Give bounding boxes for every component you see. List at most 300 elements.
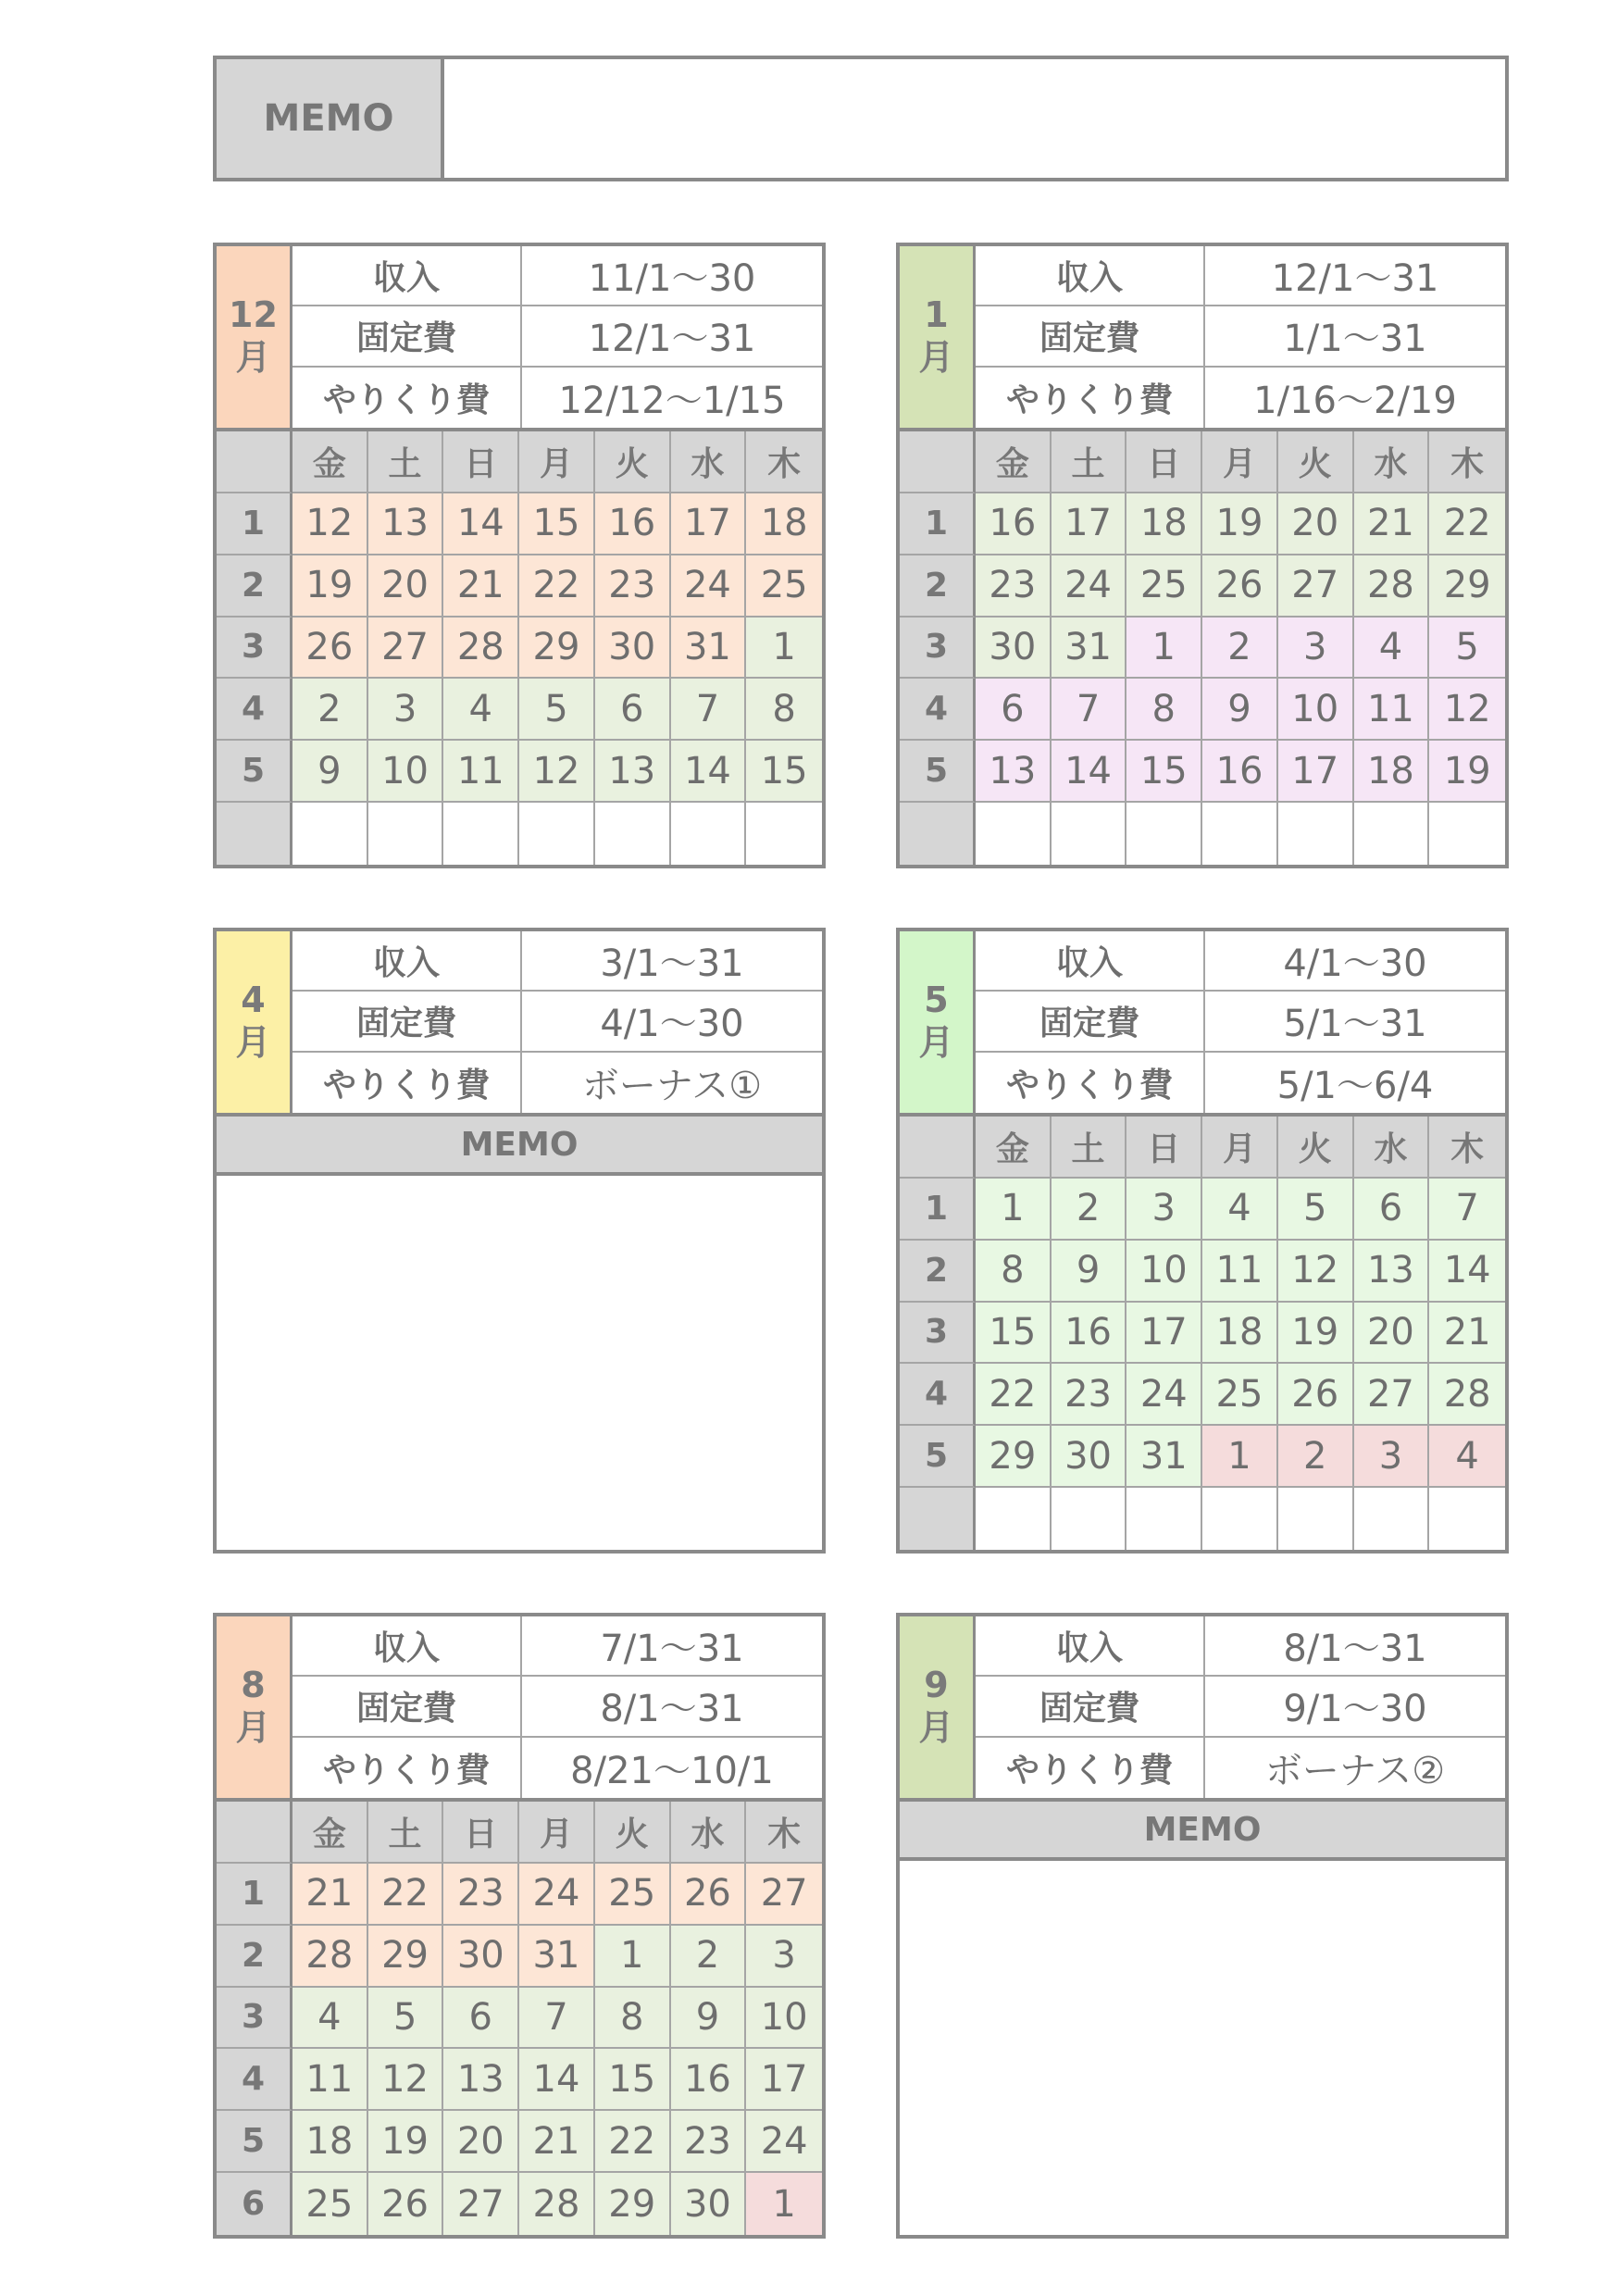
month-kanji: 月	[918, 1707, 954, 1748]
fixed-cost-label: 固定費	[292, 992, 522, 1052]
income-label: 収入	[292, 246, 522, 306]
day-cell[interactable]: 27	[368, 618, 444, 680]
month-kanji: 月	[235, 1022, 271, 1063]
day-cell[interactable]: 5	[1278, 1179, 1354, 1241]
day-cell[interactable]: 20	[1354, 1303, 1430, 1365]
day-cell[interactable]: 21	[1429, 1303, 1505, 1365]
week-number: 3	[217, 1988, 292, 2050]
fixed-cost-label: 固定費	[292, 1677, 522, 1737]
weekday-header: 土	[1052, 431, 1127, 493]
day-cell[interactable]: 24	[519, 1864, 595, 1926]
day-cell[interactable]: 21	[519, 2111, 595, 2173]
weekday-header: 水	[1354, 431, 1430, 493]
day-cell[interactable]: 13	[1354, 1241, 1430, 1303]
day-cell[interactable]	[746, 803, 822, 865]
day-cell[interactable]: 16	[976, 493, 1052, 555]
day-cell[interactable]: 30	[671, 2173, 747, 2235]
day-cell[interactable]: 17	[746, 2049, 822, 2111]
day-cell[interactable]: 26	[1202, 555, 1278, 618]
weekday-header: 木	[746, 1802, 822, 1864]
month-number: 4	[241, 980, 266, 1021]
day-cell[interactable]	[292, 803, 368, 865]
weekday-header: 木	[1429, 431, 1505, 493]
day-cell[interactable]: 11	[292, 2049, 368, 2111]
day-cell[interactable]: 18	[746, 493, 822, 555]
day-cell[interactable]: 4	[443, 679, 519, 741]
month-kanji: 月	[918, 1022, 954, 1063]
weekday-header: 月	[519, 1802, 595, 1864]
day-cell[interactable]: 15	[976, 1303, 1052, 1365]
week-number: 6	[217, 2173, 292, 2235]
day-cell[interactable]: 5	[368, 1988, 444, 2050]
day-cell[interactable]: 8	[1126, 679, 1202, 741]
calendar-grid	[900, 431, 1505, 865]
week-number: 4	[900, 679, 976, 741]
income-value[interactable]: 12/1〜31	[1205, 246, 1505, 306]
day-cell[interactable]: 30	[976, 618, 1052, 680]
day-cell[interactable]: 2	[292, 679, 368, 741]
day-cell[interactable]: 22	[595, 2111, 671, 2173]
week-number: 5	[217, 741, 292, 803]
fixed-cost-value[interactable]: 4/1〜30	[522, 992, 822, 1052]
day-cell[interactable]: 17	[671, 493, 747, 555]
week-number: 4	[217, 679, 292, 741]
day-cell[interactable]: 15	[519, 493, 595, 555]
day-cell[interactable]: 29	[976, 1426, 1052, 1488]
day-cell[interactable]: 4	[292, 1988, 368, 2050]
day-cell[interactable]: 18	[1354, 741, 1430, 803]
day-cell[interactable]	[1278, 1488, 1354, 1550]
week-number	[900, 1488, 976, 1550]
day-cell[interactable]: 1	[976, 1179, 1052, 1241]
day-cell[interactable]	[976, 803, 1052, 865]
day-cell[interactable]: 28	[1429, 1364, 1505, 1426]
day-cell[interactable]: 12	[1278, 1241, 1354, 1303]
day-cell[interactable]: 3	[1126, 1179, 1202, 1241]
day-cell[interactable]: 24	[671, 555, 747, 618]
week-number: 1	[217, 1864, 292, 1926]
income-label: 収入	[292, 1616, 522, 1677]
month-label	[900, 1616, 976, 1798]
day-cell[interactable]	[1202, 803, 1278, 865]
day-cell[interactable]: 19	[368, 2111, 444, 2173]
day-cell[interactable]: 23	[443, 1864, 519, 1926]
weekday-header: 土	[368, 1802, 444, 1864]
fixed-cost-label: 固定費	[292, 306, 522, 367]
day-cell[interactable]: 8	[746, 679, 822, 741]
day-cell[interactable]: 25	[746, 555, 822, 618]
day-cell[interactable]: 25	[1202, 1364, 1278, 1426]
day-cell[interactable]: 9	[292, 741, 368, 803]
day-cell[interactable]: 28	[519, 2173, 595, 2235]
day-cell[interactable]: 18	[292, 2111, 368, 2173]
day-cell[interactable]: 14	[519, 2049, 595, 2111]
day-cell[interactable]: 11	[1202, 1241, 1278, 1303]
day-cell[interactable]: 21	[292, 1864, 368, 1926]
day-cell[interactable]: 15	[1126, 741, 1202, 803]
week-number: 3	[900, 618, 976, 680]
day-cell[interactable]: 12	[292, 493, 368, 555]
day-cell[interactable]: 23	[595, 555, 671, 618]
fixed-cost-value[interactable]: 5/1〜31	[1205, 992, 1505, 1052]
week-number: 3	[900, 1303, 976, 1365]
income-label: 収入	[976, 246, 1205, 306]
month-kanji: 月	[235, 1707, 271, 1748]
day-cell[interactable]: 12	[368, 2049, 444, 2111]
month-label	[900, 246, 976, 428]
day-cell[interactable]: 26	[368, 2173, 444, 2235]
day-cell[interactable]: 31	[671, 618, 747, 680]
yarikuri-value[interactable]: 1/16〜2/19	[1253, 379, 1457, 422]
day-cell[interactable]: 25	[1126, 555, 1202, 618]
day-cell[interactable]	[671, 803, 747, 865]
day-cell[interactable]: 24	[746, 2111, 822, 2173]
income-label: 収入	[292, 931, 522, 992]
day-cell[interactable]: 27	[746, 1864, 822, 1926]
day-cell[interactable]: 27	[443, 2173, 519, 2235]
income-value[interactable]: 11/1〜30	[522, 246, 822, 306]
day-cell[interactable]	[1052, 1488, 1127, 1550]
day-cell[interactable]: 2	[671, 1926, 747, 1988]
income-value[interactable]: 8/1〜31	[1205, 1616, 1505, 1677]
day-cell[interactable]: 18	[1126, 493, 1202, 555]
day-cell[interactable]: 25	[292, 2173, 368, 2235]
weekday-header: 水	[671, 1802, 747, 1864]
week-number: 2	[217, 555, 292, 618]
fixed-cost-value[interactable]: 1/1〜31	[1205, 306, 1505, 367]
day-cell[interactable]: 29	[595, 2173, 671, 2235]
day-cell[interactable]: 3	[1278, 618, 1354, 680]
day-cell[interactable]: 12	[1429, 679, 1505, 741]
day-cell[interactable]: 1	[1202, 1426, 1278, 1488]
weekday-header: 木	[746, 431, 822, 493]
day-cell[interactable]: 16	[595, 493, 671, 555]
day-cell[interactable]: 13	[595, 741, 671, 803]
month-number: 12	[229, 294, 278, 336]
day-cell[interactable]: 5	[1429, 618, 1505, 680]
week-number: 1	[217, 493, 292, 555]
day-cell[interactable]: 10	[1126, 1241, 1202, 1303]
week-number: 1	[900, 1179, 976, 1241]
month-label	[217, 931, 292, 1113]
income-value[interactable]: 3/1〜31	[522, 931, 822, 992]
day-cell[interactable]: 3	[368, 679, 444, 741]
weekday-header: 月	[519, 431, 595, 493]
month-label	[900, 931, 976, 1113]
day-cell[interactable]: 9	[1202, 679, 1278, 741]
month-kanji: 月	[918, 337, 954, 378]
day-cell[interactable]: 30	[443, 1926, 519, 1988]
top-memo-label: MEMO	[217, 59, 444, 178]
day-cell[interactable]: 19	[1429, 741, 1505, 803]
income-value[interactable]: 4/1〜30	[1205, 931, 1505, 992]
day-cell[interactable]: 31	[519, 1926, 595, 1988]
month-panel-12	[213, 243, 826, 868]
weekday-header: 火	[595, 1802, 671, 1864]
day-cell[interactable]: 6	[976, 679, 1052, 741]
weekday-header: 金	[292, 431, 368, 493]
weekday-header: 日	[443, 431, 519, 493]
day-cell[interactable]: 19	[1278, 1303, 1354, 1365]
day-cell[interactable]: 1	[746, 618, 822, 680]
day-cell[interactable]: 21	[1354, 493, 1430, 555]
day-cell[interactable]	[443, 803, 519, 865]
day-cell[interactable]: 20	[443, 2111, 519, 2173]
day-cell[interactable]: 29	[1429, 555, 1505, 618]
month-number: 8	[241, 1665, 266, 1706]
day-cell[interactable]: 1	[746, 2173, 822, 2235]
fixed-cost-value[interactable]: 12/1〜31	[522, 306, 822, 367]
yarikuri-value[interactable]: ボーナス①	[581, 1064, 763, 1107]
day-cell[interactable]: 28	[443, 618, 519, 680]
day-cell[interactable]: 31	[1052, 618, 1127, 680]
month-label	[217, 246, 292, 428]
month-panel-8	[213, 1613, 826, 2239]
month-kanji: 月	[235, 337, 271, 378]
day-cell[interactable]: 1	[1126, 618, 1202, 680]
day-cell[interactable]	[1052, 803, 1127, 865]
day-cell[interactable]: 29	[368, 1926, 444, 1988]
week-number: 5	[900, 1426, 976, 1488]
day-cell[interactable]: 4	[1429, 1426, 1505, 1488]
month-header	[900, 246, 1505, 431]
weekday-header: 土	[368, 431, 444, 493]
day-cell[interactable]: 14	[1429, 1241, 1505, 1303]
month-header	[900, 931, 1505, 1117]
day-cell[interactable]: 20	[368, 555, 444, 618]
yarikuri-label: やりくり費	[976, 368, 1205, 428]
day-cell[interactable]: 1	[595, 1926, 671, 1988]
month-panel-9	[896, 1613, 1509, 2239]
day-cell[interactable]: 22	[1429, 493, 1505, 555]
day-cell[interactable]: 14	[443, 493, 519, 555]
day-cell[interactable]: 30	[595, 618, 671, 680]
day-cell[interactable]	[1429, 803, 1505, 865]
day-cell[interactable]: 6	[443, 1988, 519, 2050]
day-cell[interactable]: 28	[292, 1926, 368, 1988]
calendar-corner	[217, 431, 292, 493]
day-cell[interactable]: 6	[1354, 1179, 1430, 1241]
day-cell[interactable]: 5	[519, 679, 595, 741]
day-cell[interactable]	[368, 803, 444, 865]
day-cell[interactable]: 31	[1126, 1426, 1202, 1488]
day-cell[interactable]: 2	[1278, 1426, 1354, 1488]
month-header	[900, 1616, 1505, 1802]
week-number: 2	[900, 1241, 976, 1303]
week-number: 2	[900, 555, 976, 618]
day-cell[interactable]: 7	[1429, 1179, 1505, 1241]
day-cell[interactable]	[1429, 1488, 1505, 1550]
day-cell[interactable]: 13	[368, 493, 444, 555]
day-cell[interactable]	[1278, 803, 1354, 865]
day-cell[interactable]: 10	[368, 741, 444, 803]
day-cell[interactable]: 2	[1202, 618, 1278, 680]
week-number: 2	[217, 1926, 292, 1988]
month-label	[217, 1616, 292, 1798]
yarikuri-value[interactable]: 12/12〜1/15	[558, 379, 786, 422]
day-cell[interactable]: 21	[443, 555, 519, 618]
month-panel-4	[213, 928, 826, 1554]
day-cell[interactable]: 26	[292, 618, 368, 680]
day-cell[interactable]: 9	[671, 1988, 747, 2050]
day-cell[interactable]: 16	[1202, 741, 1278, 803]
day-cell[interactable]: 4	[1202, 1179, 1278, 1241]
month-header	[217, 246, 822, 431]
week-number	[217, 803, 292, 865]
day-cell[interactable]: 11	[1354, 679, 1430, 741]
day-cell[interactable]: 3	[746, 1926, 822, 1988]
day-cell[interactable]: 27	[1354, 1364, 1430, 1426]
day-cell[interactable]	[1202, 1488, 1278, 1550]
day-cell[interactable]: 8	[595, 1988, 671, 2050]
calendar-corner	[900, 431, 976, 493]
day-cell[interactable]: 10	[746, 1988, 822, 2050]
day-cell[interactable]: 14	[1052, 741, 1127, 803]
day-cell[interactable]: 7	[519, 1988, 595, 2050]
day-cell[interactable]: 24	[1052, 555, 1127, 618]
day-cell[interactable]: 26	[671, 1864, 747, 1926]
panel-memo-area[interactable]	[217, 1176, 822, 1550]
day-cell[interactable]: 23	[1052, 1364, 1127, 1426]
income-label: 収入	[976, 1616, 1205, 1677]
month-panel-1	[896, 243, 1509, 868]
week-number: 1	[900, 493, 976, 555]
weekday-header: 土	[1052, 1117, 1127, 1179]
weekday-header: 日	[1126, 1117, 1202, 1179]
weekday-header: 日	[443, 1802, 519, 1864]
top-memo-area[interactable]	[444, 59, 1505, 178]
day-cell[interactable]: 13	[976, 741, 1052, 803]
day-cell[interactable]	[1126, 803, 1202, 865]
yarikuri-label: やりくり費	[292, 1053, 522, 1113]
day-cell[interactable]: 19	[1202, 493, 1278, 555]
day-cell[interactable]: 8	[976, 1241, 1052, 1303]
day-cell[interactable]: 27	[1278, 555, 1354, 618]
panel-memo-area[interactable]	[900, 1861, 1505, 2235]
weekday-header: 金	[976, 431, 1052, 493]
month-number: 1	[924, 294, 949, 336]
day-cell[interactable]: 10	[1278, 679, 1354, 741]
day-cell[interactable]: 22	[976, 1364, 1052, 1426]
day-cell[interactable]: 7	[1052, 679, 1127, 741]
month-header	[217, 1616, 822, 1802]
day-cell[interactable]: 13	[443, 2049, 519, 2111]
calendar-corner	[217, 1802, 292, 1864]
fixed-cost-value[interactable]: 9/1〜30	[1205, 1677, 1505, 1737]
week-number	[900, 803, 976, 865]
day-cell[interactable]: 19	[292, 555, 368, 618]
day-cell[interactable]: 30	[1052, 1426, 1127, 1488]
day-cell[interactable]: 18	[1202, 1303, 1278, 1365]
day-cell[interactable]: 17	[1126, 1303, 1202, 1365]
weekday-header: 火	[595, 431, 671, 493]
day-cell[interactable]: 3	[1354, 1426, 1430, 1488]
day-cell[interactable]: 23	[671, 2111, 747, 2173]
day-cell[interactable]	[519, 803, 595, 865]
weekday-header: 木	[1429, 1117, 1505, 1179]
fixed-cost-value[interactable]: 8/1〜31	[522, 1677, 822, 1737]
day-cell[interactable]: 23	[976, 555, 1052, 618]
calendar-corner	[900, 1117, 976, 1179]
calendar-grid	[217, 1802, 822, 2235]
month-number: 9	[924, 1665, 949, 1706]
month-header	[217, 931, 822, 1117]
week-number: 5	[217, 2111, 292, 2173]
panel-memo-label: MEMO	[900, 1802, 1505, 1861]
week-number: 3	[217, 618, 292, 680]
fixed-cost-label: 固定費	[976, 1677, 1205, 1737]
day-cell[interactable]: 6	[595, 679, 671, 741]
day-cell[interactable]: 28	[1354, 555, 1430, 618]
weekday-header: 月	[1202, 1117, 1278, 1179]
yarikuri-label: やりくり費	[976, 1738, 1205, 1798]
day-cell[interactable]: 29	[519, 618, 595, 680]
day-cell[interactable]: 11	[443, 741, 519, 803]
yarikuri-value[interactable]: ボーナス②	[1264, 1749, 1446, 1792]
day-cell[interactable]: 16	[671, 2049, 747, 2111]
day-cell[interactable]: 15	[595, 2049, 671, 2111]
day-cell[interactable]: 7	[671, 679, 747, 741]
calendar-grid	[217, 431, 822, 865]
day-cell[interactable]: 14	[671, 741, 747, 803]
income-value[interactable]: 7/1〜31	[522, 1616, 822, 1677]
month-number: 5	[924, 980, 949, 1021]
month-panel-5	[896, 928, 1509, 1554]
weekday-header: 水	[671, 431, 747, 493]
yarikuri-value[interactable]: 8/21〜10/1	[570, 1749, 774, 1792]
weekday-header: 火	[1278, 1117, 1354, 1179]
weekday-header: 水	[1354, 1117, 1430, 1179]
day-cell[interactable]: 15	[746, 741, 822, 803]
fixed-cost-label: 固定費	[976, 992, 1205, 1052]
weekday-header: 日	[1126, 431, 1202, 493]
week-number: 4	[217, 2049, 292, 2111]
day-cell[interactable]: 12	[519, 741, 595, 803]
day-cell[interactable]	[1354, 1488, 1430, 1550]
yarikuri-value[interactable]: 5/1〜6/4	[1276, 1064, 1434, 1107]
day-cell[interactable]: 4	[1354, 618, 1430, 680]
day-cell[interactable]: 20	[1278, 493, 1354, 555]
day-cell[interactable]: 9	[1052, 1241, 1127, 1303]
yarikuri-label: やりくり費	[976, 1053, 1205, 1113]
weekday-header: 金	[292, 1802, 368, 1864]
day-cell[interactable]: 22	[368, 1864, 444, 1926]
calendar-grid	[900, 1117, 1505, 1550]
day-cell[interactable]: 17	[1278, 741, 1354, 803]
day-cell[interactable]: 26	[1278, 1364, 1354, 1426]
day-cell[interactable]: 25	[595, 1864, 671, 1926]
weekday-header: 金	[976, 1117, 1052, 1179]
week-number: 4	[900, 1364, 976, 1426]
day-cell[interactable]: 17	[1052, 493, 1127, 555]
day-cell[interactable]: 2	[1052, 1179, 1127, 1241]
fixed-cost-label: 固定費	[976, 306, 1205, 367]
panel-memo-label: MEMO	[217, 1117, 822, 1176]
day-cell[interactable]	[976, 1488, 1052, 1550]
weekday-header: 火	[1278, 431, 1354, 493]
day-cell[interactable]: 24	[1126, 1364, 1202, 1426]
day-cell[interactable]	[595, 803, 671, 865]
day-cell[interactable]: 22	[519, 555, 595, 618]
yarikuri-label: やりくり費	[292, 1738, 522, 1798]
yarikuri-label: やりくり費	[292, 368, 522, 428]
income-label: 収入	[976, 931, 1205, 992]
week-number: 5	[900, 741, 976, 803]
day-cell[interactable]	[1126, 1488, 1202, 1550]
day-cell[interactable]: 16	[1052, 1303, 1127, 1365]
top-memo-box	[213, 56, 1509, 181]
day-cell[interactable]	[1354, 803, 1430, 865]
